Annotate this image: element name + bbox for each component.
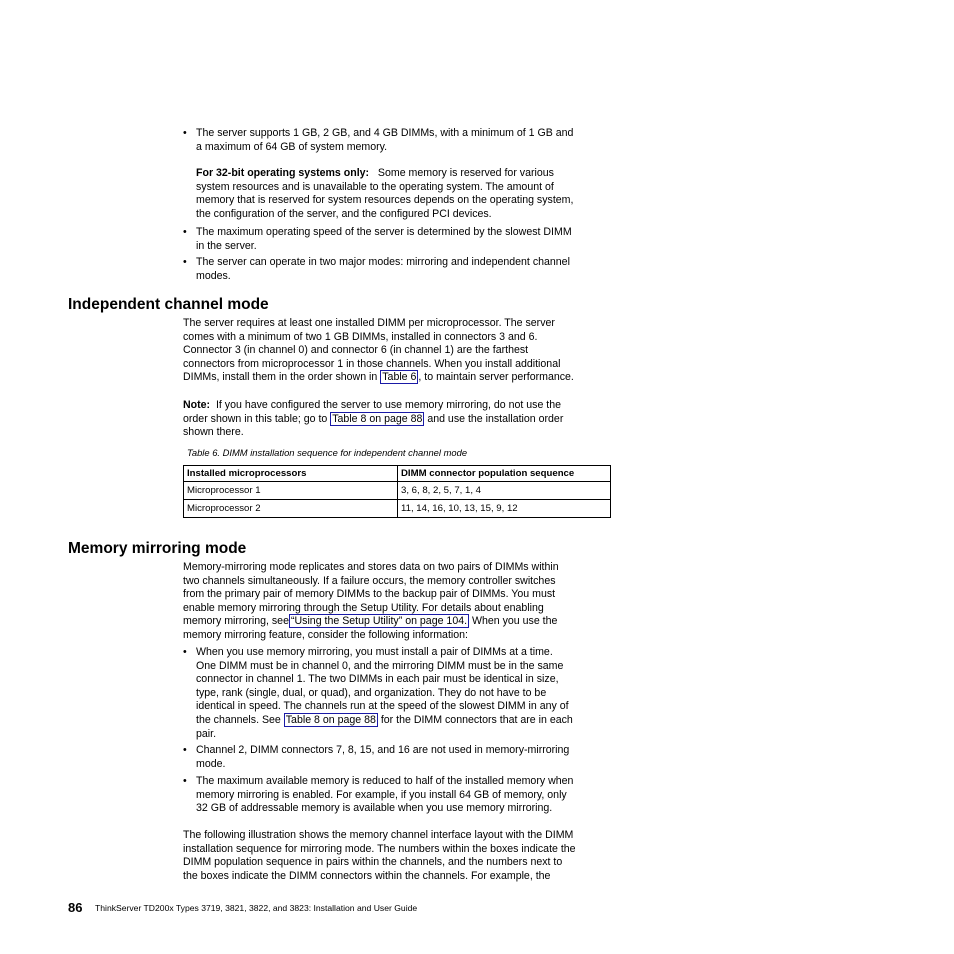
table-header-cell: DIMM connector population sequence xyxy=(398,466,611,482)
bullet-item: The server can operate in two major modes: mirroring and independent channel modes. xyxy=(196,256,570,282)
dimm-sequence-table xyxy=(183,465,611,518)
bullet-marker: • xyxy=(183,256,187,268)
table-cell: 3, 6, 8, 2, 5, 7, 1, 4 xyxy=(398,482,611,500)
bullet-item: Channel 2, DIMM connectors 7, 8, 15, and 16 are not used in memory-mirroring mode. xyxy=(196,744,570,770)
bullet-item: The server supports 1 GB, 2 GB, and 4 GB DIMMs, with a minimum of 1 GB and a maximum of 64 GB of system memory. xyxy=(196,127,574,153)
table-cell: Microprocessor 2 xyxy=(184,500,398,518)
table-8-link[interactable]: Table 8 on page 88 xyxy=(332,412,423,425)
table-cell: 11, 14, 16, 10, 13, 15, 9, 12 xyxy=(398,500,611,518)
table-6-link[interactable]: Table 6 xyxy=(382,371,417,384)
setup-utility-link[interactable]: “Using the Setup Utility” on page 104. xyxy=(290,615,468,628)
footer-title: ThinkServer TD200x Types 3719, 3821, 3822, and 3823: Installation and User Guide xyxy=(95,903,418,913)
note-32bit-label: For 32-bit operating systems only: xyxy=(196,167,370,179)
bullet-marker: • xyxy=(183,127,187,139)
bullet-marker: • xyxy=(183,646,187,658)
section-heading-mirroring: Memory mirroring mode xyxy=(68,540,247,557)
table-8-link[interactable]: Table 8 on page 88 xyxy=(285,713,376,726)
bullet-item: The maximum operating speed of the server is determined by the slowest DIMM in the server. xyxy=(196,226,572,252)
note-label: Note: xyxy=(183,399,211,411)
bullet-marker: • xyxy=(183,775,187,787)
table-header-row xyxy=(184,466,611,482)
bullet-marker: • xyxy=(183,744,187,756)
table-cell: Microprocessor 1 xyxy=(184,482,398,500)
bullet-item: The maximum available memory is reduced to half of the installed memory when memory mirroring is enabled. For example, if you install 64 GB of memory, only 32 GB of addressable memory is available when you use memory mirroring. xyxy=(196,775,574,815)
independent-note: Note: If you have configured the server to use memory mirroring, do not use the order shown in this table; go to Table 8 on page 88 and use the installation order shown there. xyxy=(183,399,564,439)
table-row xyxy=(184,500,611,518)
table-caption: Table 6. DIMM installation sequence for independent channel mode xyxy=(187,447,468,458)
bullet-marker: • xyxy=(183,226,187,238)
illustration-paragraph: The following illustration shows the memory channel interface layout with the DIMM installation sequence for mirroring mode. The numbers within the boxes indicate the DIMM population sequence in pairs within the channels, and the numbers next to the boxes indicate the DIMM connectors within the channels. For example, the xyxy=(183,829,576,882)
table-header-cell: Installed microprocessors xyxy=(184,466,398,482)
note-32bit: For 32-bit operating systems only: Some memory is reserved for various system resources and is unavailable to the operating system. The amount of memory that is reserved for system resources depends on the operating system, the configuration of the server, and the configured PCI devices. xyxy=(196,167,574,220)
table-row xyxy=(184,482,611,500)
bullet-item: When you use memory mirroring, you must install a pair of DIMMs at a time. One DIMM must be in channel 0, and the mirroring DIMM must be in the same connector in channel 1. The two DIMMs in each pair must be identical in size, type, rank (single, dual, or quad), and organization. They do not have to be identical in speed. The channels run at the speed of the slowest DIMM in any of the channels. See Table 8 on page 88 for the DIMM connectors that are in each pair. xyxy=(196,646,573,740)
independent-paragraph: The server requires at least one installed DIMM per microprocessor. The server comes with a minimum of two 1 GB DIMMs, installed in connectors 3 and 6. Connector 3 (in channel 0) and connector 6 (in channel 1) are the farthest connectors from microprocessor 1 in those channels. When you install additional DIMMs, install them in the order shown in Table 6 , to maintain server performance. xyxy=(183,317,574,384)
page-number: 86 xyxy=(68,900,83,915)
mirroring-paragraph: Memory-mirroring mode replicates and stores data on two pairs of DIMMs within two channels simultaneously. If a failure occurs, the memory controller switches from the primary pair of memory DIMMs to the backup pair of DIMMs. You must enable memory mirroring through the Setup Utility. For details about enabling memory mirroring, see “Using the Setup Utility” on page 104. When you use the memory mirroring feature, consider the following information: xyxy=(183,561,559,641)
section-heading-independent: Independent channel mode xyxy=(68,296,269,313)
